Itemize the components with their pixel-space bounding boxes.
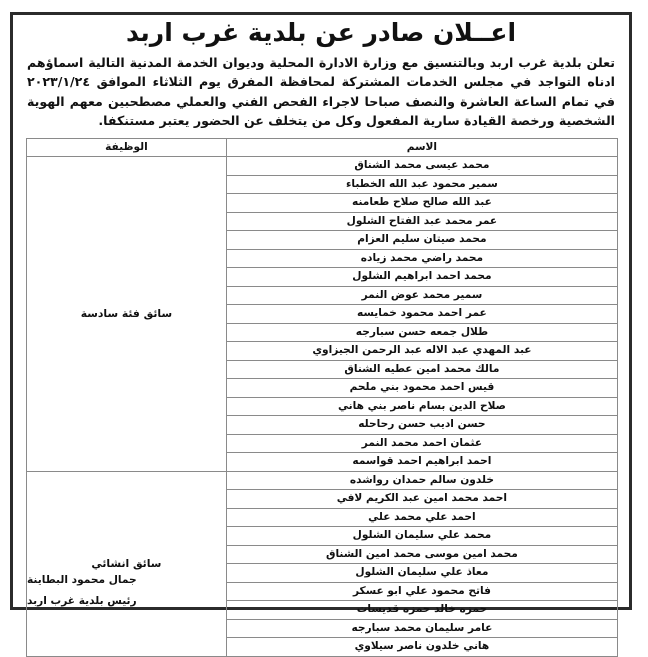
table-header-row bbox=[27, 139, 618, 157]
candidate-name: عبد الله صالح صلاح طعامنه bbox=[226, 194, 617, 213]
job-title-cell: سائق انشائي bbox=[27, 471, 227, 656]
candidate-name: طلال جمعه حسن سبارجه bbox=[226, 323, 617, 342]
candidate-name: سمير محمود عبد الله الخطباء bbox=[226, 175, 617, 194]
signatory-name: جمال محمود البطاينة bbox=[27, 574, 137, 586]
candidate-name: حمزه خالد حمزه قديسات bbox=[226, 601, 617, 620]
candidate-name: احمد محمد امين عبد الكريم لافي bbox=[226, 490, 617, 509]
signatory-role: رئيس بلدية غرب اربد bbox=[27, 595, 137, 607]
table-row bbox=[27, 471, 618, 490]
candidate-name: صلاح الدين بسام ناصر بني هاني bbox=[226, 397, 617, 416]
candidate-name: محمد احمد ابراهيم الشلول bbox=[226, 268, 617, 287]
candidate-name: محمد عيسى محمد الشناق bbox=[226, 157, 617, 176]
signature-block bbox=[27, 570, 137, 612]
candidate-name: هاني خلدون ناصر سيلاوي bbox=[226, 638, 617, 657]
candidate-name: عبد المهدي عبد الاله عبد الرحمن الجيزاوي bbox=[226, 342, 617, 361]
candidate-name: عثمان احمد محمد النمر bbox=[226, 434, 617, 453]
candidate-name: معاذ علي سليمان الشلول bbox=[226, 564, 617, 583]
candidate-name: عمر محمد عبد الفتاح الشلول bbox=[226, 212, 617, 231]
candidate-name: خلدون سالم حمدان رواشده bbox=[226, 471, 617, 490]
header-job: الوظيفة bbox=[27, 139, 227, 157]
announcement-title: اعــلان صادر عن بلدية غرب اربد bbox=[125, 18, 517, 47]
header-name: الاسم bbox=[226, 139, 617, 157]
candidate-name: احمد علي محمد علي bbox=[226, 508, 617, 527]
candidate-name: مالك محمد امين عطيه الشناق bbox=[226, 360, 617, 379]
candidate-name: محمد راضي محمد زياده bbox=[226, 249, 617, 268]
candidate-name: احمد ابراهيم احمد قواسمه bbox=[226, 453, 617, 472]
candidate-name: محمد علي سليمان الشلول bbox=[226, 527, 617, 546]
candidate-name: حسن اديب حسن رحاحله bbox=[226, 416, 617, 435]
job-title-cell: سائق فئة سادسة bbox=[27, 157, 227, 472]
table-row bbox=[27, 157, 618, 176]
candidate-name: عمر احمد محمود خمايسه bbox=[226, 305, 617, 324]
candidate-name: سمير محمد عوض النمر bbox=[226, 286, 617, 305]
candidate-name: محمد امين موسى محمد امين الشناق bbox=[226, 545, 617, 564]
announcement-frame bbox=[10, 12, 632, 653]
candidate-name: محمد صيتان سليم العزام bbox=[226, 231, 617, 250]
announcement-body: تعلن بلدية غرب اربد وبالتنسيق مع وزارة الادارة المحلية وديوان الخدمة المدنية التالية اسماؤهم ادناه التواجد في مجلس الخدمات المشتركة لمحافظة المفرق يوم الثلاثاء الموافق ٢٠٢٣/١/٢٤ في تمام الساعة العاشرة والنصف صباحا لاجراء الفحص الفني والعملي مصطحبين معهم الهوية الشخصية ورخصة القيادة سارية المفعول وكل من يتخلف عن الحضور يعتبر مستنكفا. bbox=[27, 55, 615, 129]
candidate-name: قيس احمد محمود بني ملحم bbox=[226, 379, 617, 398]
candidate-name: فاتح محمود علي ابو عسكر bbox=[226, 582, 617, 601]
candidate-name: عامر سليمان محمد سبارجه bbox=[226, 619, 617, 638]
